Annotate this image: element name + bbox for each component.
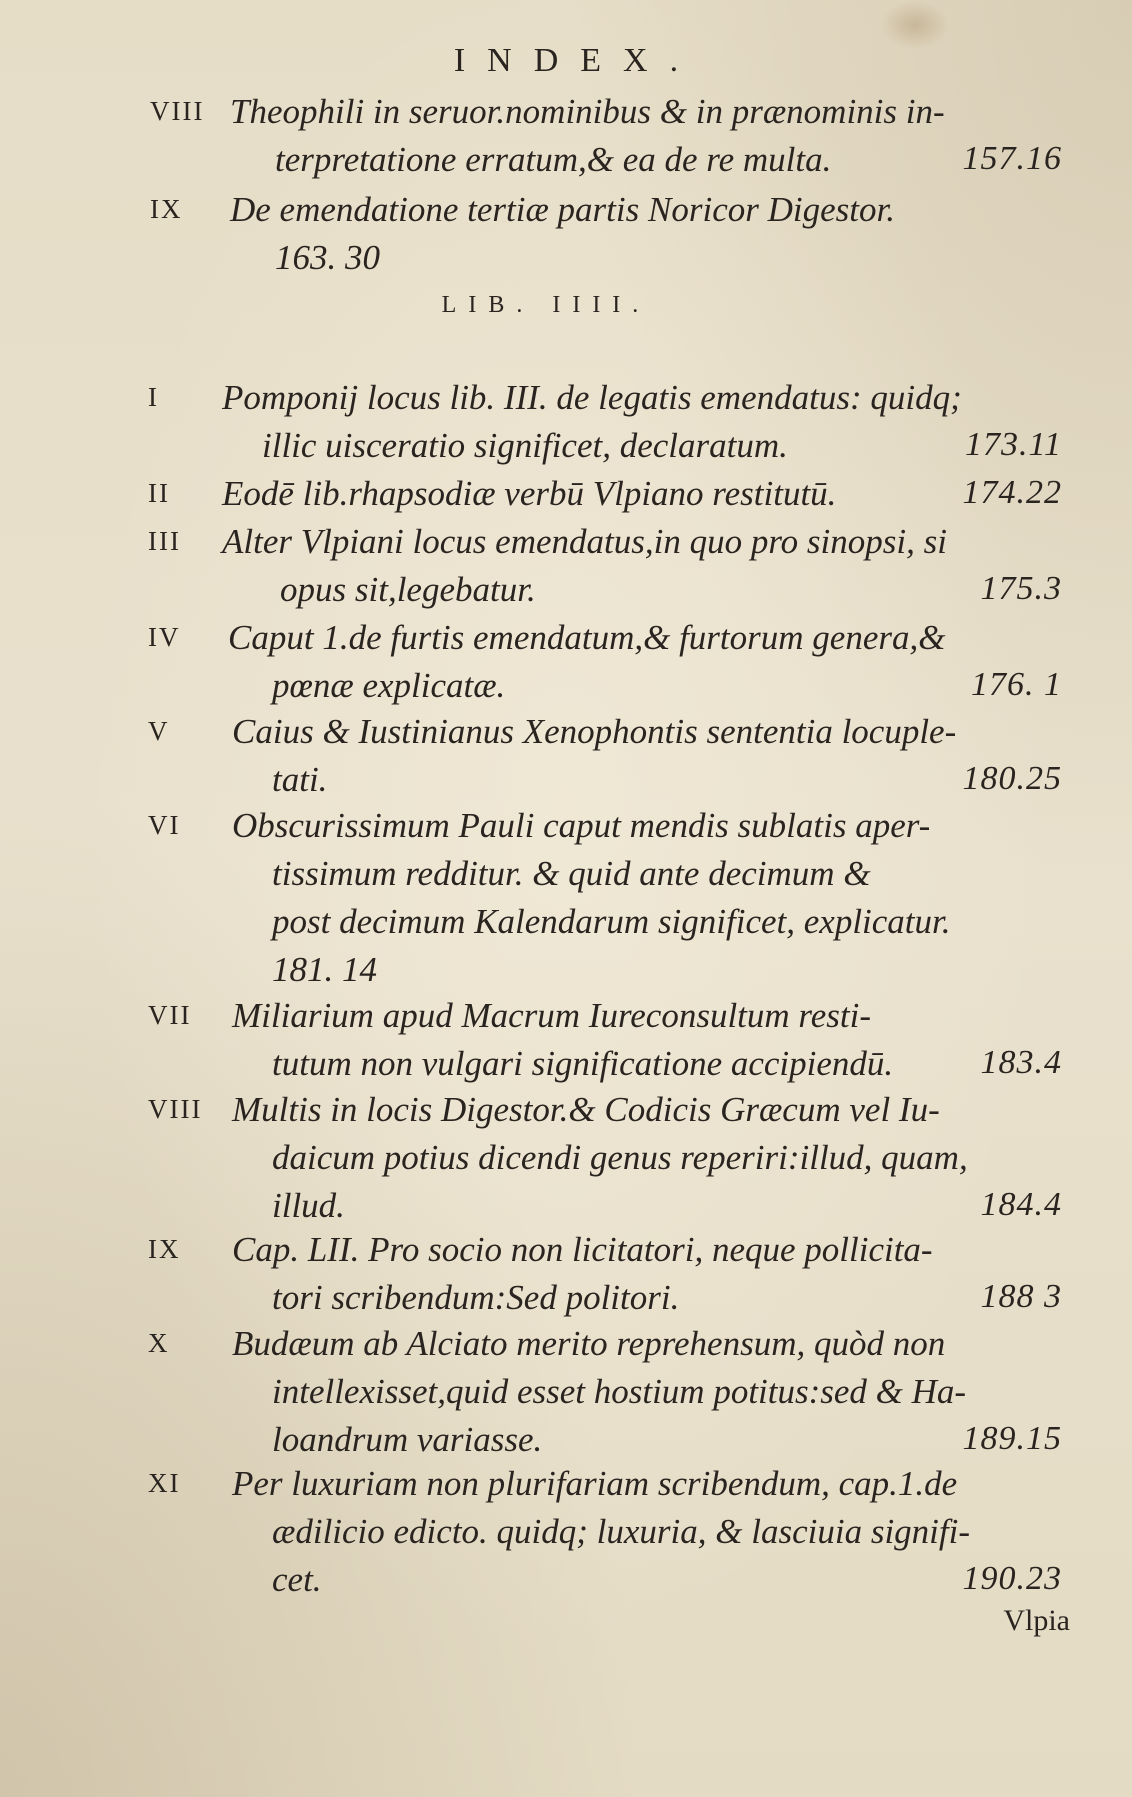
page-reference: 188 3 [980,1278,1062,1315]
entry-numeral: IV [148,622,181,652]
entry-numeral: VII [148,1000,192,1030]
entry-text: daicum potius dicendi genus reperiri:illud, quam, [272,1138,968,1177]
entry-text: ædilicio edicto. quidq; luxuria, & lasciuia signifi- [272,1512,971,1551]
entry-text: Miliarium apud Macrum Iureconsultum resti- [232,996,872,1035]
entry-text: tori scribendum:Sed politori. [272,1278,680,1317]
page-reference: 189.15 [962,1420,1062,1457]
entry-numeral: IX [150,194,183,224]
entry-text: Per luxuriam non plurifariam scribendum, cap.1.de [232,1464,958,1503]
page-title: INDEX. [453,42,701,79]
page-reference: 176. 1 [971,666,1062,703]
page-reference: 157.16 [962,140,1062,177]
entry-text: De emendatione tertiæ partis Noricor Digestor. [230,190,895,229]
page-reference: 180.25 [962,760,1062,797]
entry-text: tutum non vulgari significatione accipiendū. [272,1044,894,1083]
entry-text: Pomponij locus lib. III. de legatis emendatus: quidq; [222,378,962,417]
entry-text: Obscurissimum Pauli caput mendis sublatis aper- [232,806,931,845]
entry-numeral: VI [148,810,181,840]
section-heading: LIB. IIII. [441,292,651,318]
entry-text: intellexisset,quid esset hostium potitus:sed & Ha- [272,1372,967,1411]
entry-numeral: XI [148,1468,181,1498]
entry-text: loandrum variasse. [272,1420,543,1459]
entry-numeral: V [148,716,170,746]
entry-text: illud. [272,1186,345,1225]
page-reference: 190.23 [962,1560,1062,1597]
entry-numeral: IX [148,1234,181,1264]
entry-text: Theophili in seruor.nominibus & in prænominis in- [230,92,945,131]
entry-numeral: VIII [150,96,205,126]
entry-numeral: II [148,478,170,508]
entry-numeral: VIII [148,1094,203,1124]
entry-text: post decimum Kalendarum significet, explicatur. [272,902,951,941]
entry-numeral: I [148,382,159,412]
entry-text: Caius & Iustinianus Xenophontis sententia locuple- [232,712,957,751]
page-reference: 175.3 [980,570,1062,607]
page-reference: 184.4 [980,1186,1062,1223]
entry-text: Multis in locis Digestor.& Codicis Græcum vel Iu- [232,1090,940,1129]
entry-numeral: III [148,526,181,556]
entry-text: pœnæ explicatæ. [272,666,506,705]
page-reference: 174.22 [962,474,1062,511]
entry-text: cet. [272,1560,322,1599]
page-reference: 173.11 [965,426,1062,463]
entry-text: illic uisceratio significet, declaratum. [262,426,788,465]
entry-text: tissimum redditur. & quid ante decimum & [272,854,871,893]
page-reference: 163. 30 [275,238,380,277]
catchword: Vlpia [1003,1604,1070,1637]
entry-text: terpretatione erratum,& ea de re multa. [275,140,832,179]
entry-text: Budæum ab Alciato merito reprehensum, quòd non [232,1324,946,1363]
entry-text: Caput 1.de furtis emendatum,& furtorum genera,& [228,618,946,657]
entry-text: Alter Vlpiani locus emendatus,in quo pro sinopsi, si [222,522,947,561]
entry-text: Cap. LII. Pro socio non licitatori, neque pollicita- [232,1230,933,1269]
entry-text: Eodē lib.rhapsodiæ verbū Vlpiano restitutū. [222,474,837,513]
entry-text: tati. [272,760,328,799]
page-reference: 183.4 [980,1044,1062,1081]
page-reference: 181. 14 [272,950,377,989]
entry-numeral: X [148,1328,170,1358]
entry-text: opus sit,legebatur. [280,570,536,609]
